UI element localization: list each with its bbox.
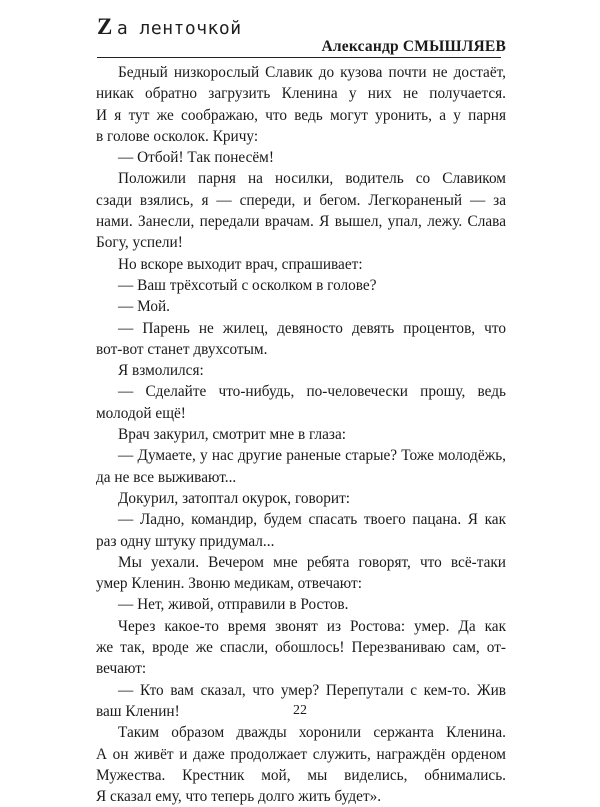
text-line: Врач закурил, смотрит мне в глаза: bbox=[118, 426, 347, 444]
text-line: Таким образом дважды хоронили сержанта Кленина. bbox=[118, 724, 506, 742]
text-line: — Мой. bbox=[118, 298, 171, 316]
running-title bbox=[97, 14, 242, 40]
author-name: Александр СМЫШЛЯЕВ bbox=[321, 38, 506, 55]
header-rule bbox=[97, 57, 501, 58]
text-line: А он живёт и даже продолжает служить, награждён орденом bbox=[96, 745, 506, 763]
text-line: — Отбой! Так понесём! bbox=[118, 149, 274, 167]
text-line: Через какое-то время звонят из Ростова: умер. Да как bbox=[118, 617, 506, 635]
text-line: Я взмолился: bbox=[118, 362, 204, 380]
text-line: же так, вроде же спасли, обошлось! Перезваниваю сам, от- bbox=[96, 639, 506, 657]
text-line: И я тут же соображаю, что ведь могут уронить, а у парня bbox=[96, 106, 506, 124]
text-line: умер Кленин. Звоню медикам, отвечают: bbox=[96, 575, 362, 593]
text-line: — Сделайте что-нибудь, по-человечески прошу, ведь bbox=[118, 383, 506, 401]
text-line: — Ладно, командир, будем спасать твоего пацана. Я как bbox=[118, 511, 506, 529]
text-line: молодой ещё! bbox=[96, 404, 186, 422]
text-line: Но вскоре выходит врач, спрашивает: bbox=[118, 255, 363, 273]
text-line: — Кто вам сказал, что умер? Перепутали с кем-то. Жив bbox=[118, 681, 506, 699]
text-line: — Парень не жилец, девяносто девять процентов, что bbox=[118, 319, 506, 337]
text-line: Докурил, затоптал окурок, говорит: bbox=[118, 489, 351, 507]
text-line: никак обратно загрузить Кленина у них не получается. bbox=[96, 85, 506, 103]
running-title-text: а ленточкой bbox=[116, 18, 242, 39]
text-line: ваш Кленин! bbox=[96, 702, 180, 720]
text-line: Положили парня на носилки, водитель со Славиком bbox=[118, 170, 506, 188]
text-line: Мы уехали. Вечером мне ребята говорят, что всё-таки bbox=[118, 553, 506, 571]
text-line: нами. Занесли, передали врачам. Я вышел, упал, лежу. Слава bbox=[96, 213, 506, 231]
text-line: — Нет, живой, отправили в Ростов. bbox=[118, 596, 349, 614]
text-line: вечают: bbox=[96, 660, 147, 678]
text-line: Я сказал ему, что теперь долго жить будет». bbox=[96, 788, 382, 806]
text-line: раз одну штуку придумал... bbox=[96, 532, 275, 550]
text-line: сзади взялись, я — спереди, и бегом. Легкораненый — за bbox=[96, 191, 506, 209]
text-line: в голове осколок. Кричу: bbox=[96, 127, 259, 145]
text-line: Мужества. Крестник мой, мы виделись, обнимались. bbox=[96, 766, 506, 784]
text-line: Богу, успели! bbox=[96, 234, 183, 252]
page-number: 22 bbox=[293, 703, 307, 718]
text-line: — Ваш трёхсотый с осколком в голове? bbox=[118, 276, 377, 294]
running-title-initial: Z bbox=[97, 14, 113, 39]
text-line: — Думаете, у нас другие раненые старые? Тоже молодёжь, bbox=[118, 447, 506, 465]
text-line: Бедный низкорослый Славик до кузова почти не достаёт, bbox=[118, 64, 506, 81]
text-line: да не все выживают... bbox=[96, 468, 237, 486]
body-text bbox=[96, 62, 506, 807]
text-line: вот-вот станет двухсотым. bbox=[96, 340, 268, 358]
